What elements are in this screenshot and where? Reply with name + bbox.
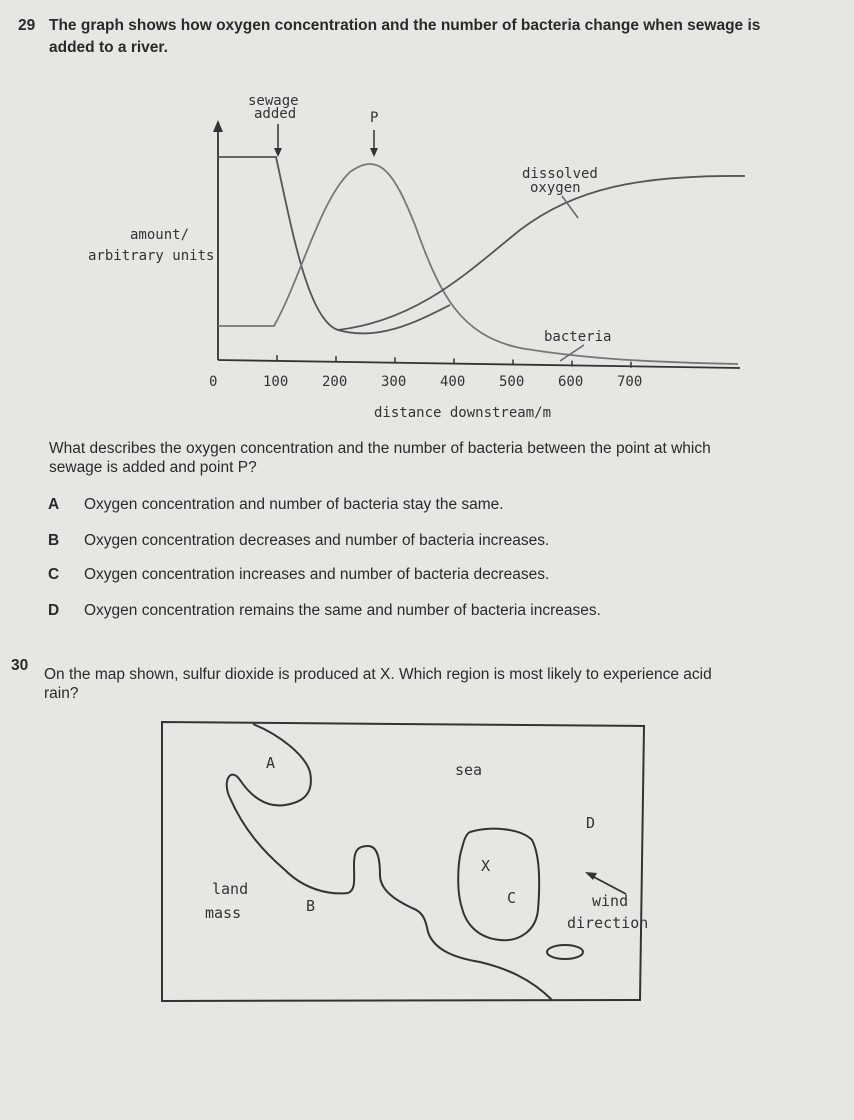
label-dissolved-line1: dissolved <box>522 166 598 182</box>
map-label-wind-line2: direction <box>567 914 649 932</box>
option-d-text: Oxygen concentration remains the same and number of bacteria increases. <box>84 602 601 619</box>
bacteria-curve-tail <box>276 157 368 246</box>
question-29-stem-line2: added to a river. <box>49 39 168 56</box>
sewage-arrow-head <box>274 148 282 157</box>
x-tick-label: 100 <box>263 374 289 390</box>
x-tick-label: 0 <box>209 374 218 390</box>
map-label-x: X <box>481 857 491 875</box>
option-d-letter: D <box>48 602 60 619</box>
question-29-stem-line1: The graph shows how oxygen concentration and the number of bacteria change when sewage is <box>49 17 761 34</box>
question-30-number: 30 <box>11 657 29 674</box>
option-c-text: Oxygen concentration increases and number of bacteria decreases. <box>84 566 550 583</box>
question-29-prompt-line2: sewage is added and point P? <box>49 459 257 476</box>
option-a-text: Oxygen concentration and number of bacteria stay the same. <box>84 496 504 513</box>
x-tick-label: 700 <box>617 374 643 390</box>
question-29-number: 29 <box>18 17 36 34</box>
map-label-c: C <box>507 889 517 907</box>
x-axis-label: distance downstream/m <box>374 405 552 421</box>
map-label-d: D <box>586 814 596 832</box>
map-label-b: B <box>306 897 316 915</box>
map-label-sea: sea <box>455 761 483 779</box>
option-a-letter: A <box>48 496 60 513</box>
question-30-stem-line1: On the map shown, sulfur dioxide is produced at X. Which region is most likely to experience acid <box>44 666 712 683</box>
p-arrow-head <box>370 148 378 157</box>
x-tick-label: 600 <box>558 374 584 390</box>
label-dissolved-line2: oxygen <box>530 180 581 196</box>
wind-arrow-head <box>585 872 597 880</box>
label-p: P <box>370 110 379 126</box>
oxygen-rise-curve <box>338 176 745 330</box>
island-outline <box>458 829 539 940</box>
x-tick-label: 300 <box>381 374 407 390</box>
oxygen-bacteria-graph <box>0 0 854 430</box>
bacteria-pointer <box>560 345 584 361</box>
coastline <box>227 724 552 1000</box>
map-label-land-line1: land <box>212 880 249 898</box>
option-b-text: Oxygen concentration decreases and number of bacteria increases. <box>84 532 550 549</box>
map-label-wind-line1: wind <box>592 892 629 910</box>
y-axis-arrow <box>213 120 223 132</box>
x-tick-label: 200 <box>322 374 348 390</box>
x-tick-label: 400 <box>440 374 466 390</box>
option-c-letter: C <box>48 566 60 583</box>
label-sewage-line2: added <box>254 106 297 122</box>
question-30-stem-line2: rain? <box>44 685 79 702</box>
label-sewage-line1: sewage <box>248 93 299 109</box>
acid-rain-map <box>0 700 854 1120</box>
y-axis-label-line1: amount/ <box>130 227 190 243</box>
map-label-land-line2: mass <box>205 904 242 922</box>
map-label-a: A <box>266 754 276 772</box>
question-29-prompt-line1: What describes the oxygen concentration and the number of bacteria between the point at which <box>49 440 711 457</box>
label-bacteria: bacteria <box>544 329 612 345</box>
small-island <box>547 945 583 959</box>
y-axis-label-line2: arbitrary units <box>88 248 215 264</box>
x-tick-label: 500 <box>499 374 525 390</box>
option-b-letter: B <box>48 532 60 549</box>
